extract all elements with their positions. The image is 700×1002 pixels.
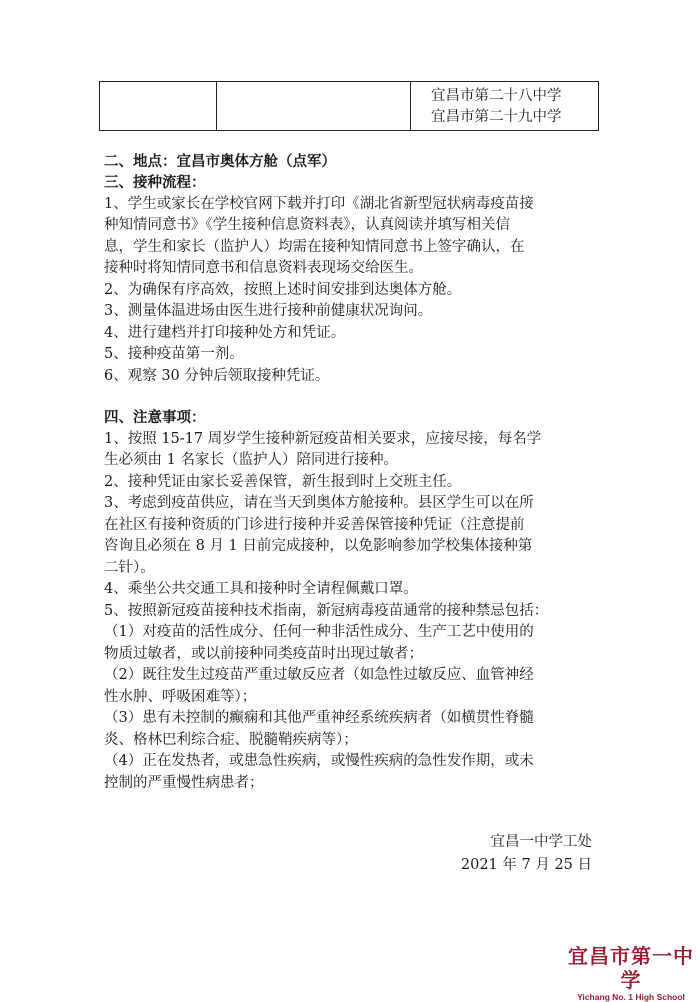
logo-name-cn: 宜昌市第一中学 <box>568 944 694 992</box>
issuing-office: 宜昌一中学工处 <box>490 834 592 850</box>
text-line: 种知情同意书》《学生接种信息资料表》，认真阅读并填写相关信 <box>104 217 510 233</box>
text-line: 控制的严重慢性病患者； <box>104 774 264 791</box>
text-line: 物质过敏者，或以前接种同类疫苗时出现过敏者； <box>104 645 423 662</box>
school-logo <box>566 944 696 1002</box>
text-line: 3、考虑到疫苗供应，请在当天到奥体方舱接种。县区学生可以在所 <box>104 495 534 511</box>
text-line: 性水肿、呼吸困难等）； <box>104 688 257 705</box>
text-line: （1）对疫苗的活性成分、任何一种非活性成分、生产工艺中使用的 <box>104 624 534 640</box>
text-line: 4、乘坐公共交通工具和接种时全请程佩戴口罩。 <box>104 581 418 597</box>
text-line: （2）既往发生过疫苗严重过敏反应者（如急性过敏反应、血管神经 <box>104 667 534 683</box>
text-line: 4、进行建档并打印接种处方和凭证。 <box>104 324 346 341</box>
school-name: 宜昌市第二十八中学 <box>431 88 562 104</box>
table-cell-empty <box>217 82 411 131</box>
notes-section <box>104 407 600 794</box>
text-line: 6、观察 30 分钟后领取接种凭证。 <box>104 367 330 384</box>
text-line: 生必须由 1 名家长（监护人）陪同进行接种。 <box>104 452 398 468</box>
notes-heading: 四、注意事项： <box>104 409 206 426</box>
table-row <box>100 82 599 131</box>
process-heading: 三、接种流程： <box>104 174 206 191</box>
text-line: 接种时将知情同意书和信息资料表现场交给医生。 <box>104 260 423 276</box>
text-line: 1、按照 15-17 周岁学生接种新冠疫苗相关要求，应接尽接，每名学 <box>104 430 542 447</box>
text-line: 5、按照新冠疫苗接种技术指南，新冠病毒疫苗通常的接种禁忌包括： <box>104 602 549 619</box>
text-line: 炎、格林巴利综合症、脱髓鞘疾病等）； <box>104 731 358 748</box>
location-heading: 二、地点：宜昌市奥体方舱（点军） <box>104 153 336 170</box>
text-line: 在社区有接种资质的门诊进行接种并妥善保管接种凭证（注意提前 <box>104 516 525 533</box>
issue-date: 2021 年 7 月 25 日 <box>460 857 592 873</box>
table-cell-empty <box>100 82 217 131</box>
process-section <box>104 172 600 387</box>
text-line: （4）正在发热者，或患急性疾病，或慢性疾病的急性发作期，或未 <box>104 753 534 769</box>
text-line: 咨询且必须在 8 月 1 日前完成接种，以免影响参加学校集体接种第 <box>104 538 533 554</box>
process-list <box>104 194 600 388</box>
text-line: 2、接种凭证由家长妥善保管，新生报到时上交班主任。 <box>104 473 462 490</box>
text-line: 3、测量体温进场由医生进行接种前健康状况询问。 <box>104 303 433 319</box>
notes-list <box>104 429 600 795</box>
text-line: 2、为确保有序高效，按照上述时间安排到达奥体方舱。 <box>104 281 462 298</box>
text-line: 息，学生和家长（监护人）均需在接种知情同意书上签字确认，在 <box>104 238 525 255</box>
text-line: （3）患有未控制的癫痫和其他严重神经系统疾病者（如横贯性脊髓 <box>104 710 534 726</box>
school-name: 宜昌市第二十九中学 <box>431 109 562 125</box>
text-line: 5、接种疫苗第一剂。 <box>104 346 244 362</box>
table-cell-schools <box>411 82 599 131</box>
text-line: 1、学生或家长在学校官网下载并打印《湖北省新型冠状病毒疫苗接 <box>104 195 534 212</box>
logo-name-en: Yichang No. 1 High School <box>577 992 685 1002</box>
location-section <box>104 151 600 173</box>
schedule-table <box>99 81 599 131</box>
text-line: 二针）。 <box>104 559 155 576</box>
